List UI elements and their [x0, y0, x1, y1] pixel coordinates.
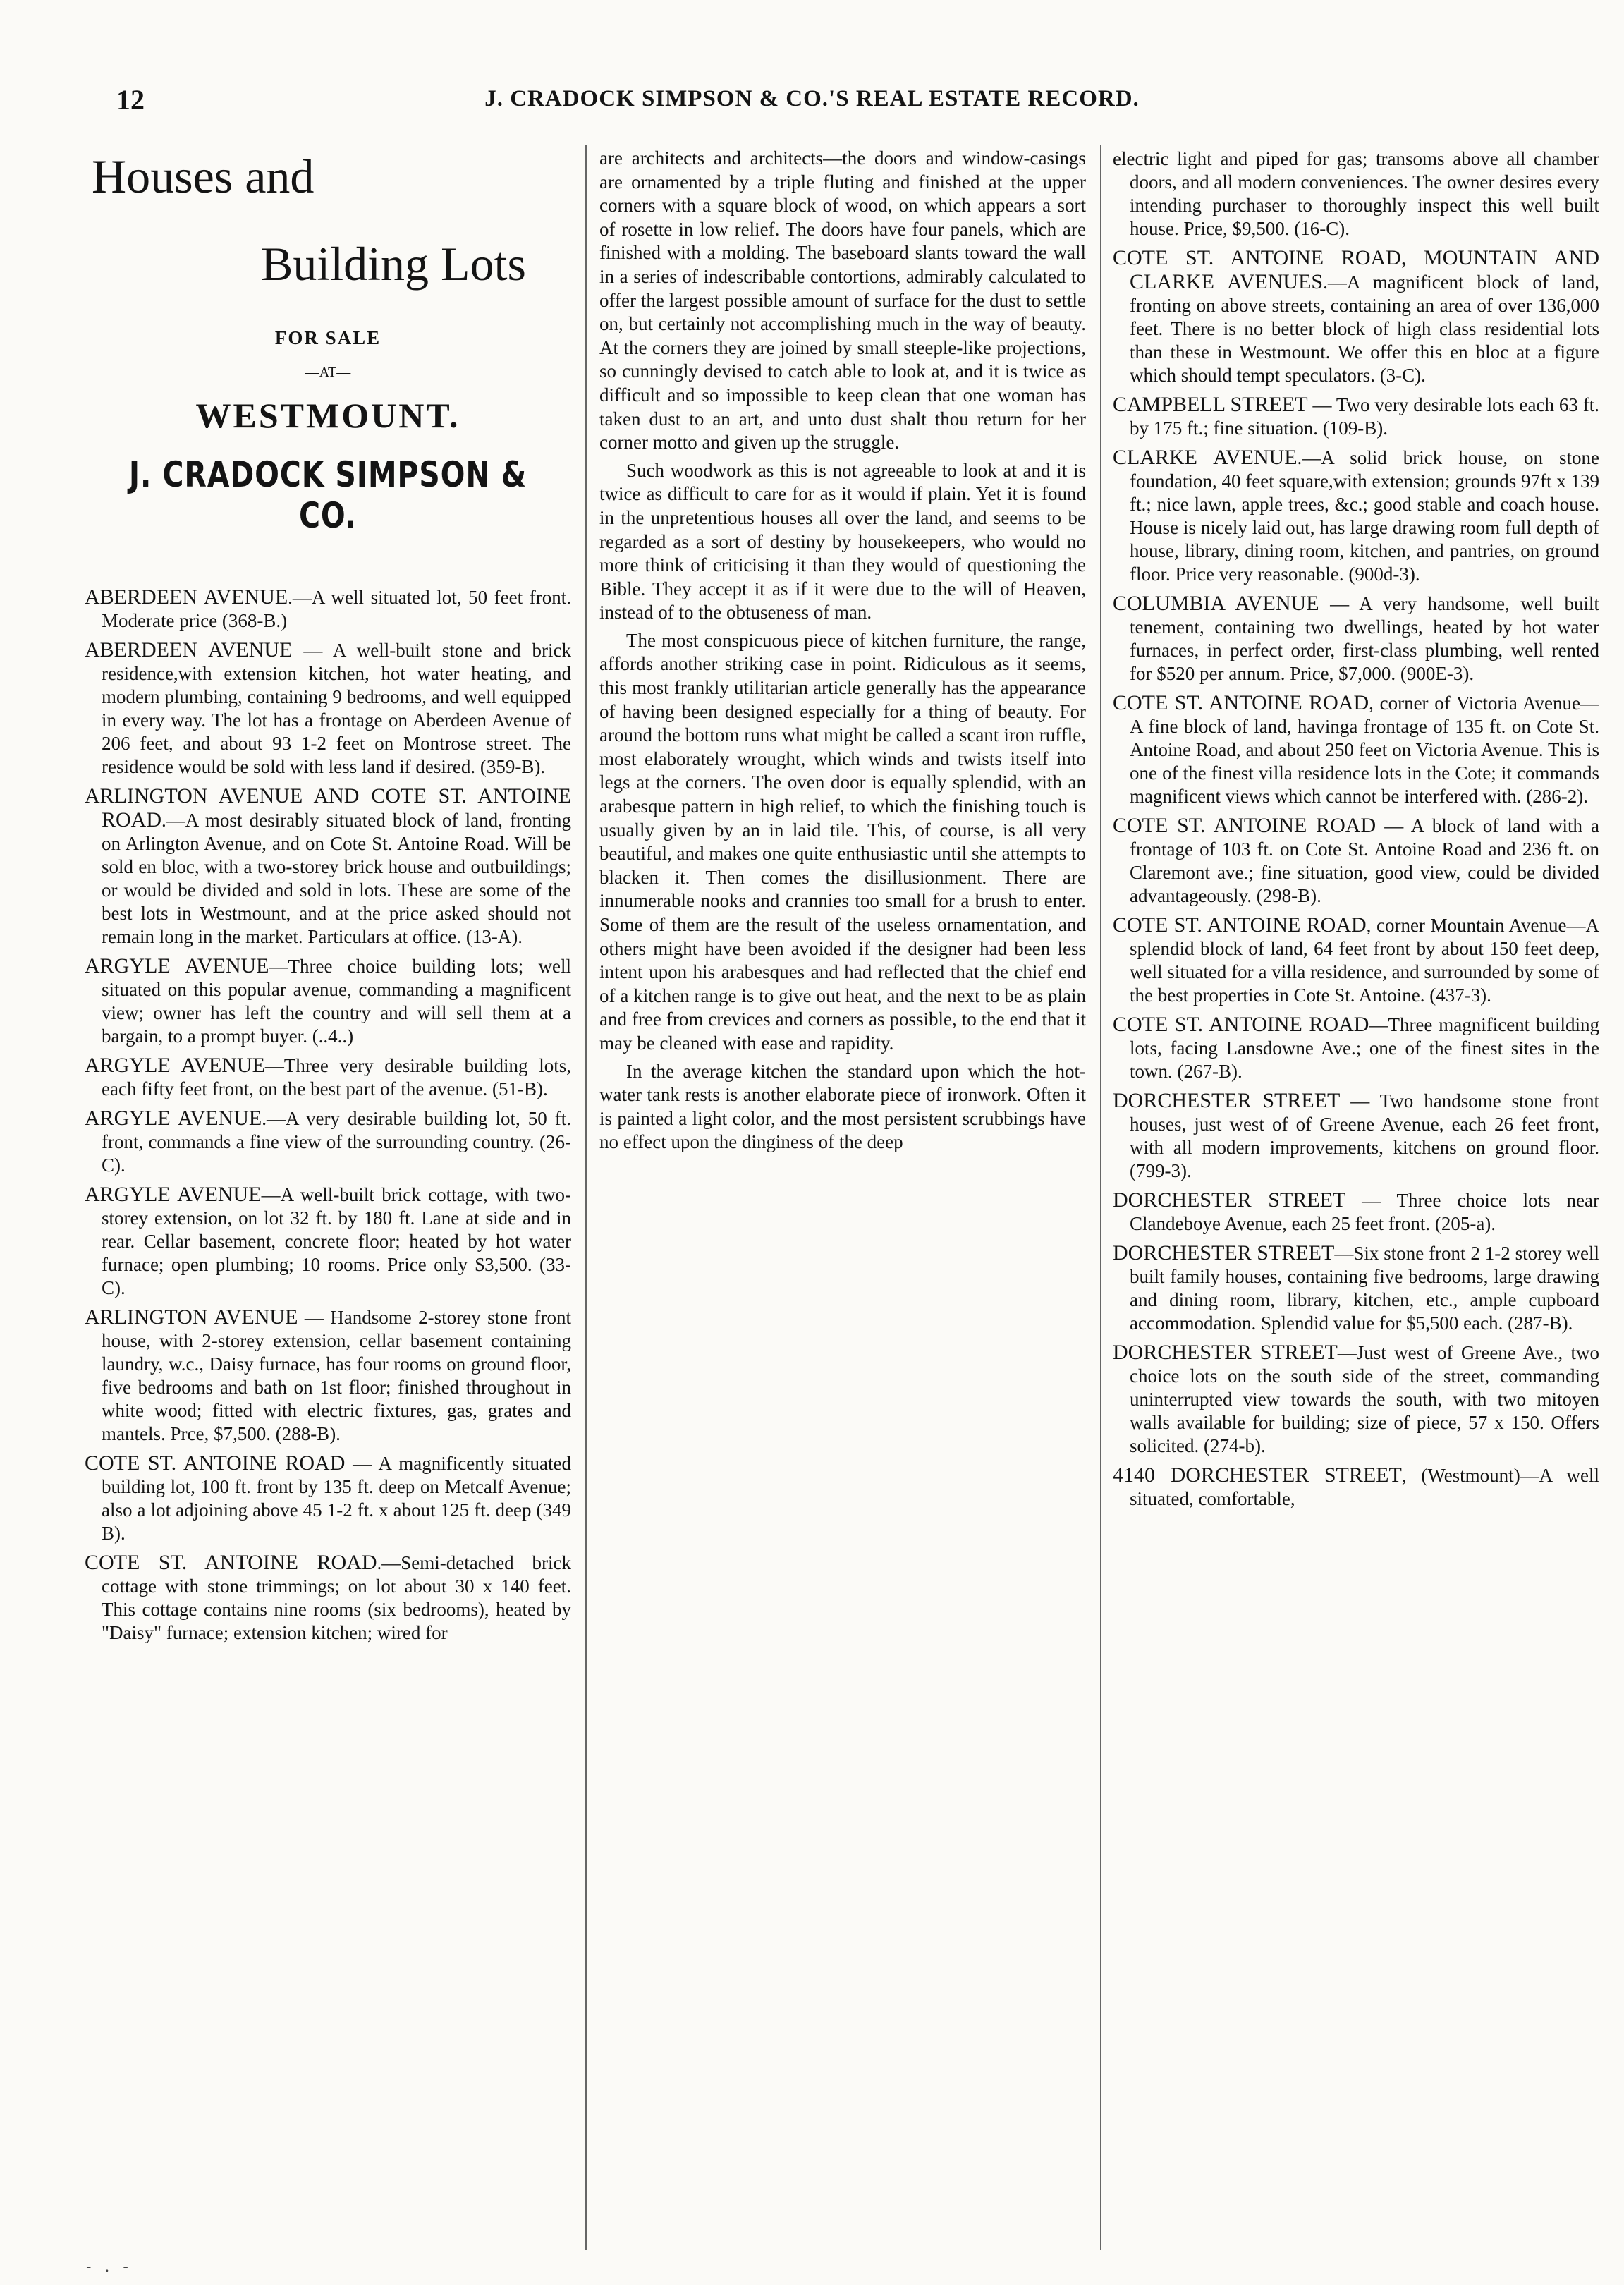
listing-text: , corner Mountain Avenue—A splendid block of land, 64 feet front by about 150 feet deep, well situated for a villa residence, and surrounded by some of the best properties in Cote St. Antoine. (437-3). [1130, 915, 1599, 1006]
listing-street: COTE ST. ANTOINE ROAD [85, 1551, 377, 1574]
listing-text: —Just west of Greene Ave., two choice lots on the south side of the street, commanding uninterrupted view towards the south, with two mitoyen walls available for building; size of piece, 57 x 150. Offers solicited. (274-b). [1130, 1342, 1599, 1456]
listing-entry [85, 1054, 571, 1101]
listing-text: — Two very desirable lots each 63 ft. by 175 ft.; fine situation. (109-B). [1130, 394, 1599, 439]
listing-street: COTE ST. ANTOINE ROAD [1113, 1013, 1369, 1036]
at-label: —AT— [305, 365, 351, 380]
listing-text: , corner of Victoria Avenue—A fine block of land, havinga frontage of 135 ft. on Cote St. Antoine Road, and about 250 feet on Victoria Avenue. This is one of the finest villa residence lots in the Cote; it commands magnificent views which cannot be interfered with. (286-2). [1130, 693, 1599, 807]
article-paragraph: Such woodwork as this is not agreeable to look at and it is twice as difficult to care for as it would if plain. Yet it is found in the unpretentious houses all over the land, and seems to be regarded as a sort of destiny by housekeepers, who would no more think of criticising it than they would of questioning the Bible. They accept it as if it were due to the will of Heaven, instead of to the obtuseness of man. [599, 459, 1086, 623]
listing-text: electric light and piped for gas; transoms above all chamber doors, and all modern conveniences. The owner desires every intending purchaser to thoroughly inspect this well built house. Price, $9,500. (16-C). [1113, 148, 1599, 239]
listing-street: DORCHESTER STREET [1113, 1188, 1346, 1212]
listings-column-3 [1113, 147, 1599, 2255]
place-name: WESTMOUNT. [195, 396, 460, 435]
footer-mark: - . - [86, 2258, 133, 2276]
listing-text: — A magnificently situated building lot, 100 ft. front by 135 ft. deep on Metcalf Avenue; also a lot adjoining above 45 1-2 ft. x about 125 ft. deep (349 B). [102, 1453, 571, 1544]
listing-text: .—A most desirably situated block of land, fronting on Arlington Avenue, and on Cote St. Antoine Road. Will be sold en bloc, with a two-storey brick house and outbuildings; or would be divided and sold in lots. These are some of the best lots in Westmount, and at the price asked should not remain long in the market. Particulars at office. (13-A). [102, 810, 571, 947]
column-rule [1100, 145, 1101, 2250]
listing-entry [85, 1107, 571, 1177]
listing-street: COLUMBIA AVENUE [1113, 592, 1319, 615]
listing-street: 4140 DORCHESTER STREET [1113, 1463, 1402, 1487]
listing-street: ARLINGTON AVENUE [85, 1305, 298, 1329]
ad-title-line1: Houses and [92, 150, 315, 203]
listing-street: ARLINGTON AVENUE AND COTE ST. ANTOINE ROAD [85, 784, 571, 831]
listing-street: ABERDEEN AVENUE [85, 638, 293, 662]
listing-text: — A well-built stone and brick residence,with extension kitchen, hot water heating, and modern plumbing, containing 9 bedrooms, and well equipped in every way. The lot has a frontage on Aberdeen Avenue of 206 feet, and about 93 1-2 feet on Montrose street. The residence would be sold with less land if desired. (359-B). [102, 640, 571, 777]
listing-entry [1113, 246, 1599, 387]
listing-entry [1113, 814, 1599, 908]
listing-entry [1113, 1188, 1599, 1236]
listings-column-1 [85, 585, 571, 1645]
listing-text: .—A well situated lot, 50 feet front. Moderate price (368-B.) [102, 587, 571, 631]
listing-text: — A very handsome, well built tenement, containing two dwellings, heated by hot water furnaces, in perfect order, first-class plumbing, well rented for $520 per annum. Price, $7,000. (900E-3). [1130, 593, 1599, 684]
listing-street: CLARKE AVENUE [1113, 446, 1298, 469]
listing-entry [1113, 913, 1599, 1007]
listing-text: .—A magnificent block of land, fronting on above streets, containing an area of over 136,000 feet. There is no better block of high class residential lots than these in Westmount. We offer this en bloc at a figure which should tempt speculators. (3-C). [1130, 272, 1599, 386]
listing-text: —Three choice building lots; well situated on this popular avenue, commanding a magnificent view; owner has left the country and will sell them at a bargain, to a prompt buyer. (..4..) [102, 956, 571, 1047]
page-header [0, 83, 1624, 126]
listing-text: — Handsome 2-storey stone front house, with 2-storey extension, cellar basement containing laundry, w.c., Daisy furnace, has four rooms on ground floor, five bedrooms and bath on 1st floor; finished throughout in white wood; fitted with electric fixtures, gas, grates and mantels. Prce, $7,500. (288-B). [102, 1307, 571, 1444]
listing-entry [85, 784, 571, 949]
listing-entry [85, 1451, 571, 1545]
listing-street: COTE ST. ANTOINE ROAD [85, 1451, 346, 1475]
listing-text: — A block of land with a frontage of 103 ft. on Cote St. Antoine Road and 236 ft. on Claremont ave.; fine situation, good view, could be divided advantageously. (298-B). [1130, 815, 1599, 906]
article-column [599, 147, 1086, 2255]
listing-entry [85, 954, 571, 1048]
listing-street: DORCHESTER STREET [1113, 1241, 1335, 1265]
listing-entry [1113, 1013, 1599, 1083]
for-sale-label: FOR SALE [274, 327, 381, 348]
listing-street: COTE ST. ANTOINE ROAD [1113, 691, 1369, 714]
firm-name: J. CRADOCK SIMPSON & CO. [128, 454, 527, 536]
listing-street: COTE ST. ANTOINE ROAD [1113, 814, 1376, 837]
article-paragraph: are architects and architects—the doors and window-casings are ornamented by a triple fluting and finished at the upper corners with a square block of wood, on which appears a sort of rosette in low relief. The doors have four panels, which are finished with a molding. The baseboard slants toward the wall in a series of indescribable contortions, admirably calculated to offer the largest possible amount of surface for the dust to settle on, but certainly not accomplishing much in the way of beauty. At the corners they are joined by small steeple-like projections, so cunningly devised to catch able to look at, and it is twice as difficult and so impossible to keep clean that one woman has taken dust to an art, and unto dust shalt thou return for her corner motto and given up the struggle. [599, 147, 1086, 453]
listing-text: .—Semi-detached brick cottage with stone trimmings; on lot about 30 x 140 feet. This cottage contains nine rooms (six bedrooms), heated by "Daisy" furnace; extension kitchen; wired for [102, 1552, 571, 1643]
listing-street: COTE ST. ANTOINE ROAD, MOUNTAIN AND CLARKE AVENUES [1113, 246, 1599, 293]
listing-street: ARGYLE AVENUE [85, 1183, 262, 1206]
listing-street: DORCHESTER STREET [1113, 1089, 1341, 1112]
listing-entry [1113, 592, 1599, 686]
listing-street: ABERDEEN AVENUE [85, 585, 288, 609]
column-rule [585, 145, 587, 2250]
listing-entry [85, 638, 571, 779]
listing-entry [1113, 446, 1599, 586]
listing-entry [1113, 691, 1599, 808]
listing-entry [1113, 1241, 1599, 1335]
listing-entry [85, 1305, 571, 1446]
listing-text: , (Westmount)—A well situated, comfortable, [1130, 1465, 1599, 1509]
listing-entry [1113, 1341, 1599, 1458]
listing-street: ARGYLE AVENUE [85, 1054, 265, 1077]
listing-street: ARGYLE AVENUE [85, 1107, 262, 1130]
listing-text: .—A solid brick house, on stone foundation, 40 feet square,with extension; grounds 97ft x 139 ft.; nice lawn, apple trees, &c.; good stable and coach house. House is nicely laid out, has large drawing room full depth of house, library, dining room, kitchen, and pantries, on ground floor. Price very reasonable. (900d-3). [1130, 447, 1599, 585]
listing-text: —Three very desirable building lots, each fifty feet front, on the best part of the avenue. (51-B). [102, 1055, 571, 1099]
listing-entry [1113, 1089, 1599, 1183]
ad-title-line2: Building Lots [261, 237, 526, 291]
listing-text: —A well-built brick cottage, with two-storey extension, on lot 32 ft. by 180 ft. Lane at side and in rear. Cellar basement, concrete floor; heated by hot water furnace; open plumbing; 10 rooms. Price only $3,500. (33-C). [102, 1184, 571, 1298]
listing-entry [1113, 393, 1599, 440]
article-paragraph: In the average kitchen the standard upon which the hot-water tank rests is another elaborate piece of ironwork. Often it is painted a light color, and the most persistent scrubbings have no effect upon the dinginess of the deep [599, 1060, 1086, 1153]
article-paragraph: The most conspicuous piece of kitchen furniture, the range, affords another striking case in point. Ridiculous as it seems, this most frankly utilitarian article generally has the appearance of having been designed especially for a thing of beauty. For around the bottom runs what might be called a scant iron ruffle, most elaborately wrought, which winds and twists itself into legs at the corners. The oven door is equally splendid, with an arabesque pattern in high relief, to which the finishing touch is usually given by an in laid tile. This, of course, is all very beautiful, and makes one quite enthusiastic until she attempts to blacken it. Then comes the disillusionment. There are innumerable nooks and crannies too small for a brush to enter. Some of them are the result of the useless ornamentation, and others might have been avoided if the designer had been less intent upon his arabesques and had reflected that the chief end of a kitchen range is to give out heat, and the next to be as plain and free from crevices and corners as possible, to the end that it may be cleaned with ease and rapidity. [599, 629, 1086, 1054]
listing-entry [85, 1551, 571, 1645]
listing-entry [85, 585, 571, 633]
listing-entry [1113, 1463, 1599, 1511]
column-1 [85, 147, 571, 2255]
listing-text: — Three choice lots near Clandeboye Avenue, each 25 feet front. (205-a). [1130, 1190, 1599, 1234]
running-head: J. CRADOCK SIMPSON & CO.'S REAL ESTATE RECORD. [484, 86, 1140, 111]
listing-text: — Two handsome stone front houses, just west of of Greene Avenue, each 26 feet front, with all modern improvements, kitchens on ground floor. (799-3). [1130, 1090, 1599, 1181]
listing-street: ARGYLE AVENUE [85, 954, 269, 977]
listing-text: —Three magnificent building lots, facing Lansdowne Ave.; one of the finest sites in the town. (267-B). [1130, 1014, 1599, 1082]
listing-text: —Six stone front 2 1-2 storey well built family houses, containing five bedrooms, large drawing and dining room, library, kitchen, etc., ample cupboard accommodation. Splendid value for $5,500 each. (287-B). [1130, 1243, 1599, 1334]
listing-street: CAMPBELL STREET [1113, 393, 1308, 416]
listing-street: DORCHESTER STREET [1113, 1341, 1338, 1364]
listing-street: COTE ST. ANTOINE ROAD [1113, 913, 1367, 937]
listing-entry [1113, 147, 1599, 240]
listing-text: .—A very desirable building lot, 50 ft. front, commands a fine view of the surrounding country. (26-C). [102, 1108, 571, 1176]
page-number: 12 [116, 84, 145, 116]
listing-entry [85, 1183, 571, 1300]
